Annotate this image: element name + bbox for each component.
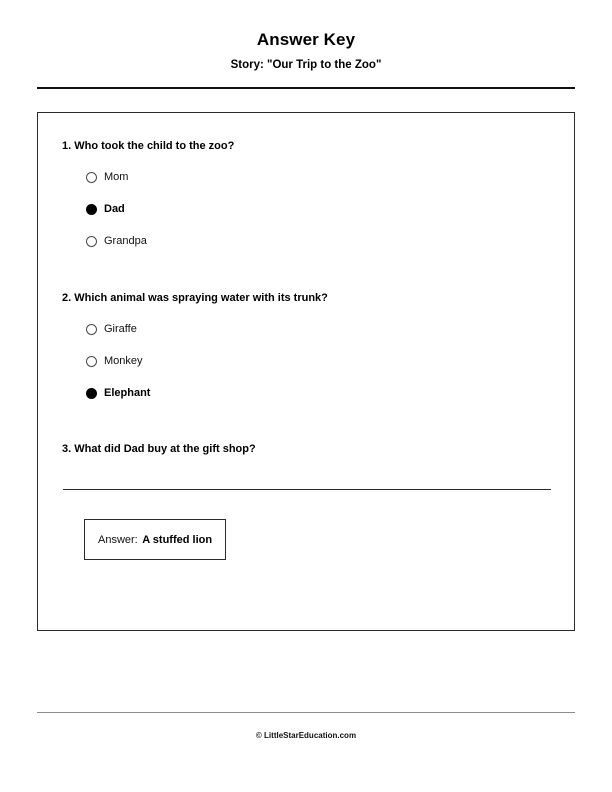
question-prompt: 1. Who took the child to the zoo? xyxy=(62,140,235,152)
story-subtitle: Story: "Our Trip to the Zoo" xyxy=(230,59,382,71)
question-prompt: 2. Which animal was spraying water with its trunk? xyxy=(62,292,328,304)
option-label: Monkey xyxy=(104,355,143,367)
option-label: Giraffe xyxy=(104,323,137,335)
option-row[interactable] xyxy=(62,318,552,340)
footer-copyright: © LittleStarEducation.com xyxy=(255,731,357,740)
answer-key-box xyxy=(84,519,226,560)
question-list xyxy=(62,139,552,560)
radio-selected-icon[interactable] xyxy=(86,388,97,399)
write-in-answer-line[interactable] xyxy=(63,489,551,490)
question-item xyxy=(62,291,552,404)
option-row[interactable] xyxy=(62,166,552,188)
header-divider xyxy=(37,87,575,89)
option-group xyxy=(62,166,552,252)
option-row[interactable] xyxy=(62,230,552,252)
option-label: Dad xyxy=(104,203,125,215)
radio-selected-icon[interactable] xyxy=(86,204,97,215)
questions-panel xyxy=(37,112,575,631)
option-label: Mom xyxy=(104,171,129,183)
option-label: Grandpa xyxy=(104,235,147,247)
option-row[interactable] xyxy=(62,382,552,404)
question-item xyxy=(62,139,552,252)
option-row[interactable] xyxy=(62,350,552,372)
radio-unselected-icon[interactable] xyxy=(86,356,97,367)
radio-unselected-icon[interactable] xyxy=(86,324,97,335)
option-label: Elephant xyxy=(104,387,151,399)
answer-label: Answer: xyxy=(98,534,138,546)
radio-unselected-icon[interactable] xyxy=(86,236,97,247)
radio-unselected-icon[interactable] xyxy=(86,172,97,183)
answer-value: A stuffed lion xyxy=(142,534,213,546)
question-item xyxy=(62,442,552,560)
option-group xyxy=(62,318,552,404)
question-prompt: 3. What did Dad buy at the gift shop? xyxy=(62,443,256,455)
page-title: Answer Key xyxy=(256,30,356,49)
footer-divider xyxy=(37,712,575,713)
option-row[interactable] xyxy=(62,198,552,220)
document-header xyxy=(37,30,575,73)
